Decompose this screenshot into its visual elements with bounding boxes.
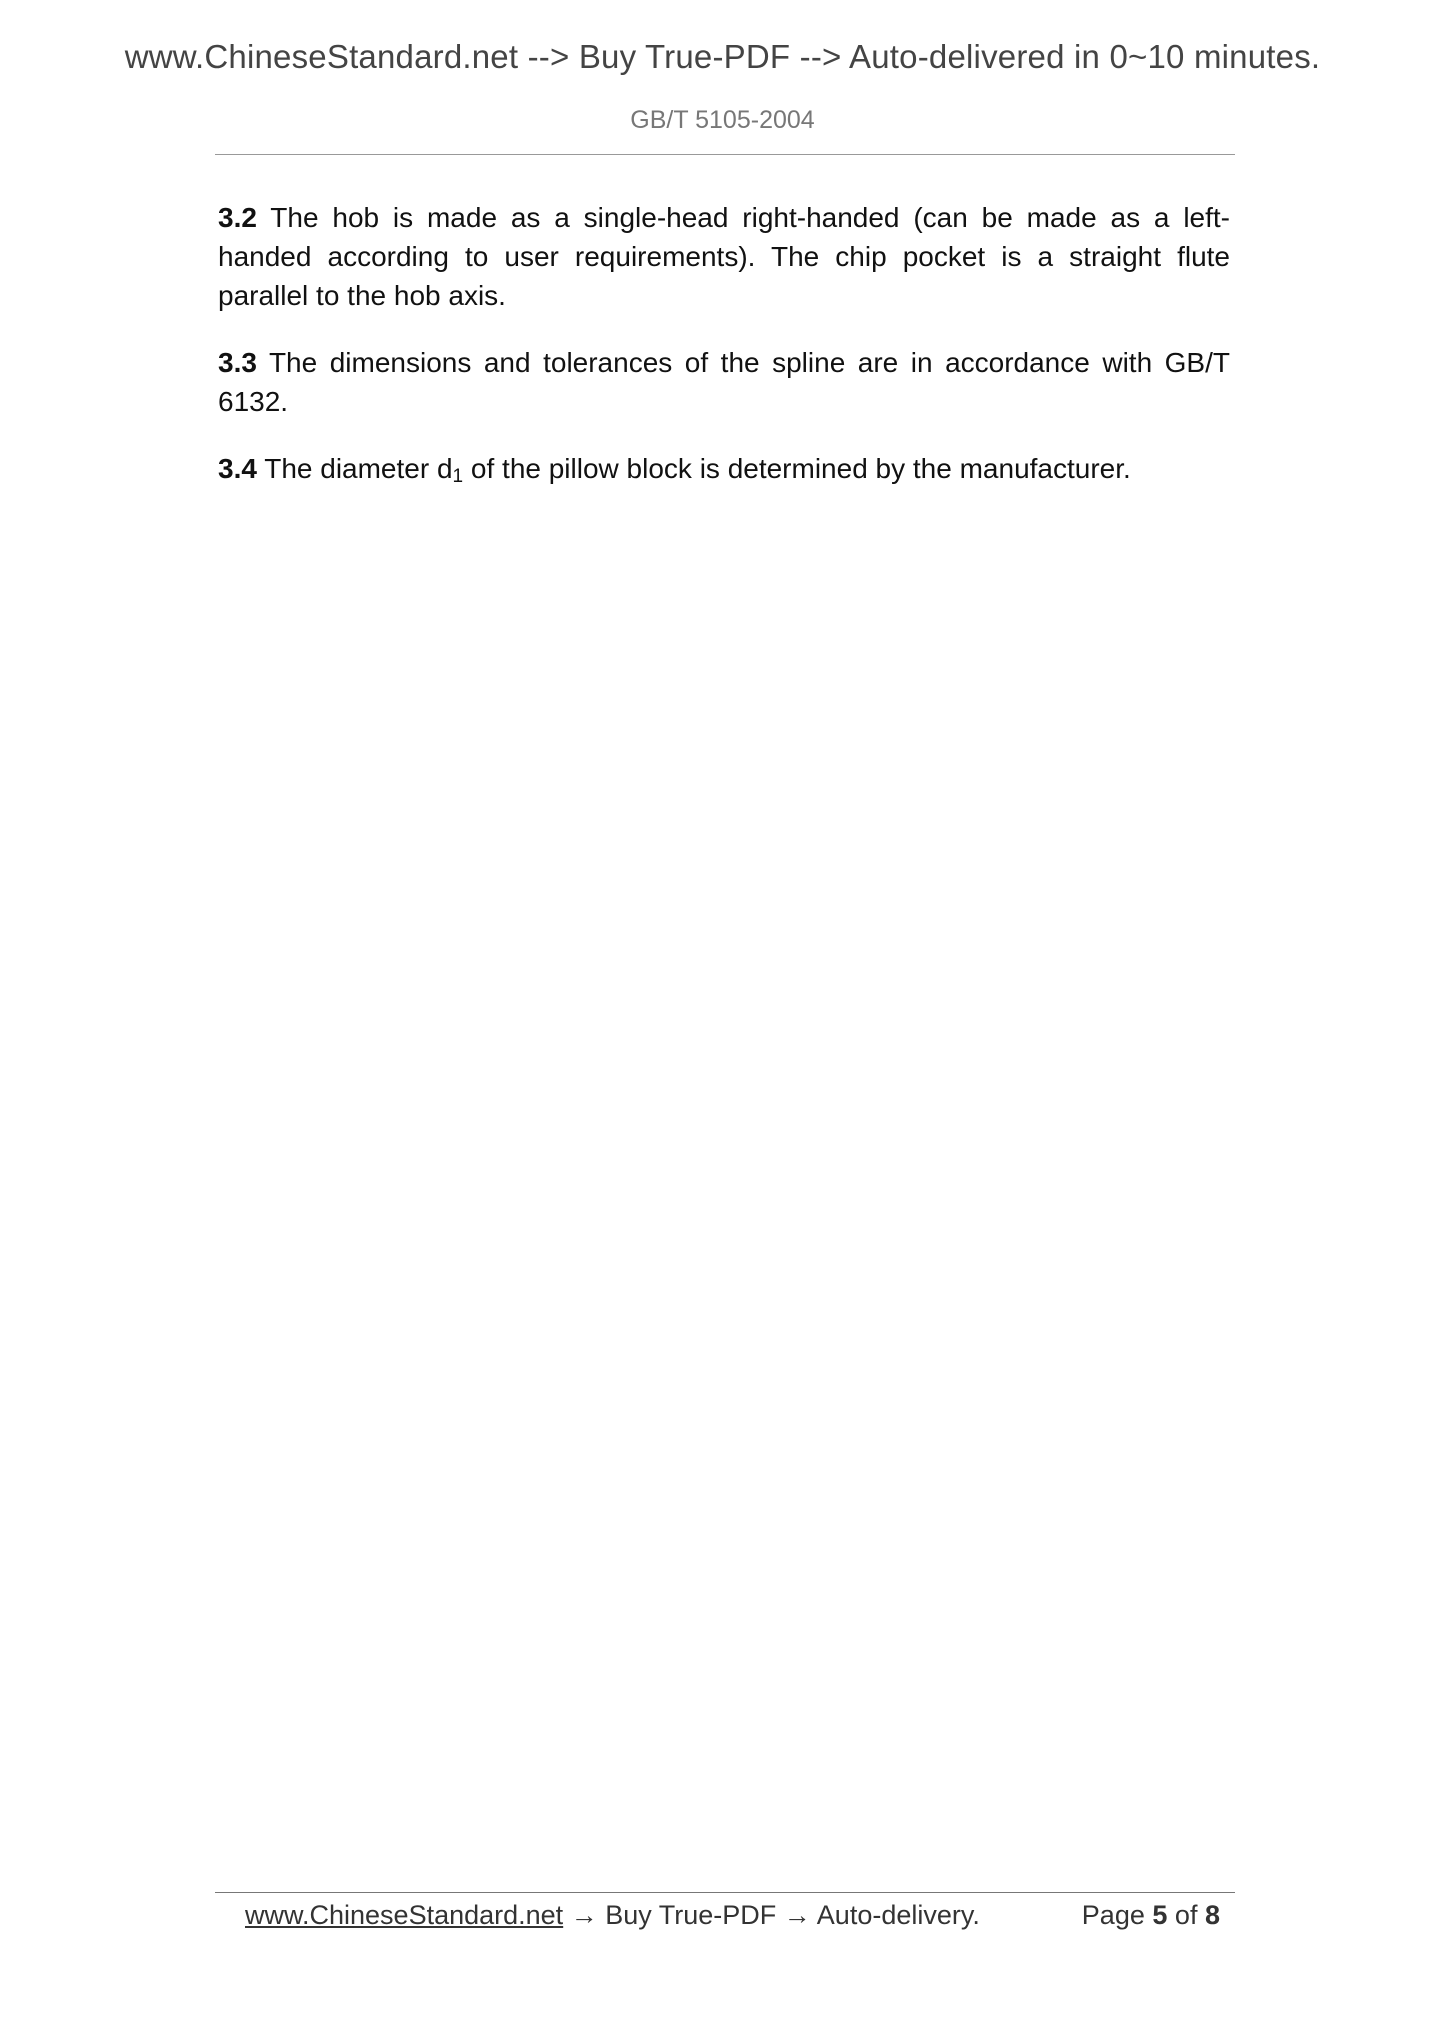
clause-text-before: The diameter d — [264, 453, 453, 484]
clause-text: The hob is made as a single-head right-handed (can be made as a left-handed according to user requirements). The chip pocket is a straight flute parallel to the hob axis. — [218, 202, 1230, 311]
footer-delivery-text: Auto-delivery. — [816, 1900, 980, 1930]
subscript: 1 — [452, 466, 464, 487]
footer-buy-text: Buy True-PDF — [605, 1900, 777, 1930]
footer-website-link[interactable]: www.ChineseStandard.net — [245, 1900, 564, 1930]
document-code: GB/T 5105-2004 — [630, 106, 815, 134]
arrow-right-icon: → — [570, 1900, 598, 1930]
page-current: 5 — [1152, 1900, 1168, 1930]
page-total: 8 — [1204, 1900, 1220, 1930]
footer-left — [245, 1895, 980, 1935]
header-divider — [215, 154, 1235, 155]
clause-number: 3.4 — [218, 453, 257, 484]
clause-3-2 — [218, 198, 1230, 315]
page-of: of — [1174, 1900, 1198, 1930]
clause-3-4 — [218, 449, 1230, 488]
arrow-right-icon: → — [783, 1900, 811, 1930]
page-label: Page — [1081, 1900, 1145, 1930]
document-body — [218, 198, 1230, 516]
page-indicator — [1082, 1895, 1220, 1935]
footer-divider — [215, 1892, 1235, 1893]
clause-text: The dimensions and tolerances of the spline are in accordance with GB/T 6132. — [218, 347, 1230, 417]
clause-number: 3.3 — [218, 347, 257, 378]
clause-number: 3.2 — [218, 202, 257, 233]
clause-text-after: of the pillow block is determined by the manufacturer. — [463, 453, 1131, 484]
top-banner: www.ChineseStandard.net --> Buy True-PDF --> Auto-delivered in 0~10 minutes. — [124, 38, 1321, 75]
clause-3-3 — [218, 343, 1230, 421]
